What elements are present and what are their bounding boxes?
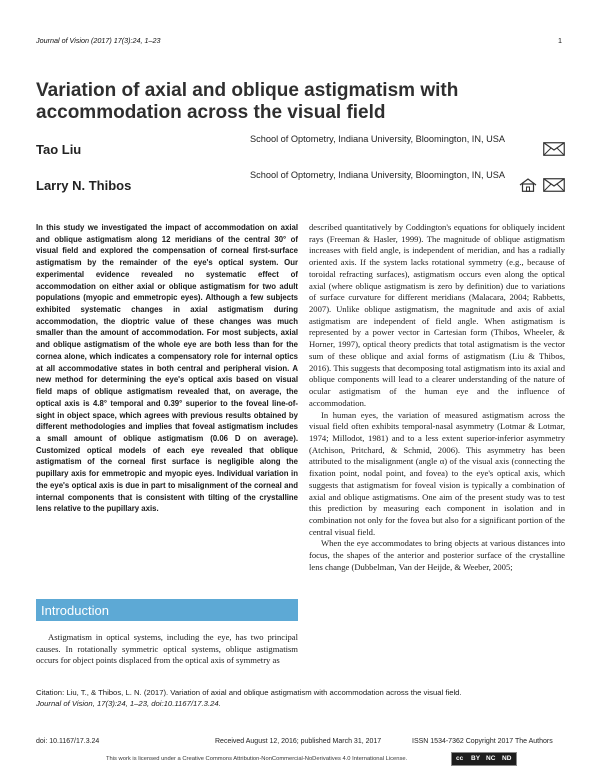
body-paragraph: described quantitatively by Coddington's equations for obliquely incident rays (Freeman & Hasler, 1999). The magnitude of oblique astigmatism increases with field angle, is independent of meridian, and has a radially oriented axis. If the system lacks rotational symmetry (e.g., because of toroidal refracting surfaces), astigmatism occurs even along the optical axial (where oblique astigmatism is zero by definition) due to variations of surface curvature for different meridians (Malacara, 2004; Rabbetts, 2007). Unlike oblique astigmatism, the magnitude and axis of axial astigmatism are independent of field angle. When astigmatism is represented by a power vector in Cartesian form (Thibos, Wheeler, & Horner, 1997), optical theory predicts that total astigmatism is the vector sum of these oblique and axial forms of astigmatism (Liu & Thibos, 2016). This suggests that decomposing total astigmatism into its axial and oblique components will lead to a clearer understanding of the nature of ocular astigmatism of the human eye and the influence of accommodation.	[309, 222, 565, 408]
author-affiliation: School of Optometry, Indiana University, Bloomington, IN, USA	[250, 134, 505, 144]
issn-copyright: ISSN 1534-7362 Copyright 2017 The Authors	[412, 738, 553, 745]
mail-icon[interactable]	[543, 178, 565, 192]
author-affiliation: School of Optometry, Indiana University, Bloomington, IN, USA	[250, 170, 505, 180]
abstract: In this study we investigated the impact of accommodation on axial and oblique astigmatism along 12 meridians of the central 30° of visual field and explored the compensation of corneal first-surface astigmatism by the remainder of the eye's optical system. Our experimental evidence revealed no systematic effect of accommodation on either axial or oblique astigmatism for two adult populations (myopic and emmetropic eyes). Although a few subjects exhibited systematic changes in axial astigmatism during accommodation, the dioptric value of these changes was much smaller than the amount of accommodation. For most subjects, axial and oblique astigmatism of the whole eye are both less than for the cornea alone, which indicates a compensatory role for internal optics at all accommodative states in both central and peripheral vision. A new method for determining the eye's optical axis based on visual field maps of oblique astigmatism revealed that, on average, the optical axis is 4.8° temporal and 0.39° superior to the foveal line-of-sight in object space, which agrees with previous results obtained by different methodologies and implies that foveal astigmatism includes a small amount of oblique astigmatism (0.06 D on average). Customized optical models of each eye revealed that oblique astigmatism of the corneal first surface is negligible along the pupillary axis for emmetropic and myopic eyes. Individual variation in the eye's optical axis is due in part to misalignment of the corneal and internal components that is consistent with tilting of the crystalline lens relative to the pupillary axis.	[36, 223, 298, 514]
nd-icon: ND	[502, 755, 512, 762]
citation	[36, 688, 566, 709]
received-date: Received August 12, 2016; published March 31, 2017	[215, 738, 382, 745]
author-name[interactable]: Larry N. Thibos	[36, 178, 132, 193]
cc-license-badge[interactable]	[451, 752, 517, 766]
body-paragraph: When the eye accommodates to bring objects at various distances into focus, the shapes of the anterior and posterior surface of the crystalline lens change (Dubbelman, Van der Heijde, & Weeber, 2005;	[309, 538, 565, 572]
doi-link[interactable]: doi: 10.1167/17.3.24	[36, 738, 100, 745]
license-text[interactable]: This work is licensed under a Creative Commons Attribution-NonCommercial-NoDerivatives 4.0 International License.	[106, 756, 408, 762]
section-heading: Introduction	[41, 603, 109, 618]
page-number: 1	[558, 36, 562, 45]
citation-line[interactable]: Journal of Vision, 17(3):24, 1–23, doi:10.1167/17.3.24.	[36, 698, 221, 708]
citation-line: Citation: Liu, T., & Thibos, L. N. (2017). Variation of axial and oblique astigmatism with accommodation across the visual field.	[36, 688, 462, 697]
home-icon[interactable]	[519, 178, 537, 192]
article-title: Variation of axial and oblique astigmatism with accommodation across the visual field	[36, 80, 459, 123]
right-column	[309, 222, 565, 574]
intro-column	[36, 632, 298, 667]
by-icon: BY	[471, 755, 481, 762]
body-paragraph: Astigmatism in optical systems, including the eye, has two principal causes. In rotationally symmetric optical systems, oblique astigmatism occurs for object points displaced from the optical axis of symmetry as	[36, 632, 298, 666]
nc-icon: NC	[486, 755, 496, 762]
running-head: Journal of Vision (2017) 17(3):24, 1–23	[36, 36, 161, 45]
author-name[interactable]: Tao Liu	[36, 142, 82, 157]
cc-icon: cc	[456, 755, 464, 762]
body-paragraph: In human eyes, the variation of measured astigmatism across the visual field often exhibits temporal-nasal asymmetry (Lotmar & Lotmar, 1974; Millodot, 1981) and to a less extent superior-inferior asymmetry (Atchison, Pritchard, & Schmid, 2006). This asymmetry has been attributed to the misalignment (angle α) of the visual axis (connecting the fixation point, nodal point, and fovea) to the eye's optical axis, which suggests that astigmatism for foveal vision is typically a combination of axial and oblique astigmatisms. One aim of the present study was to test this prediction by measuring each component in isolation and in combination not only for the fovea but also for a significant portion of the central visual field.	[309, 409, 565, 537]
mail-icon[interactable]	[543, 142, 565, 156]
